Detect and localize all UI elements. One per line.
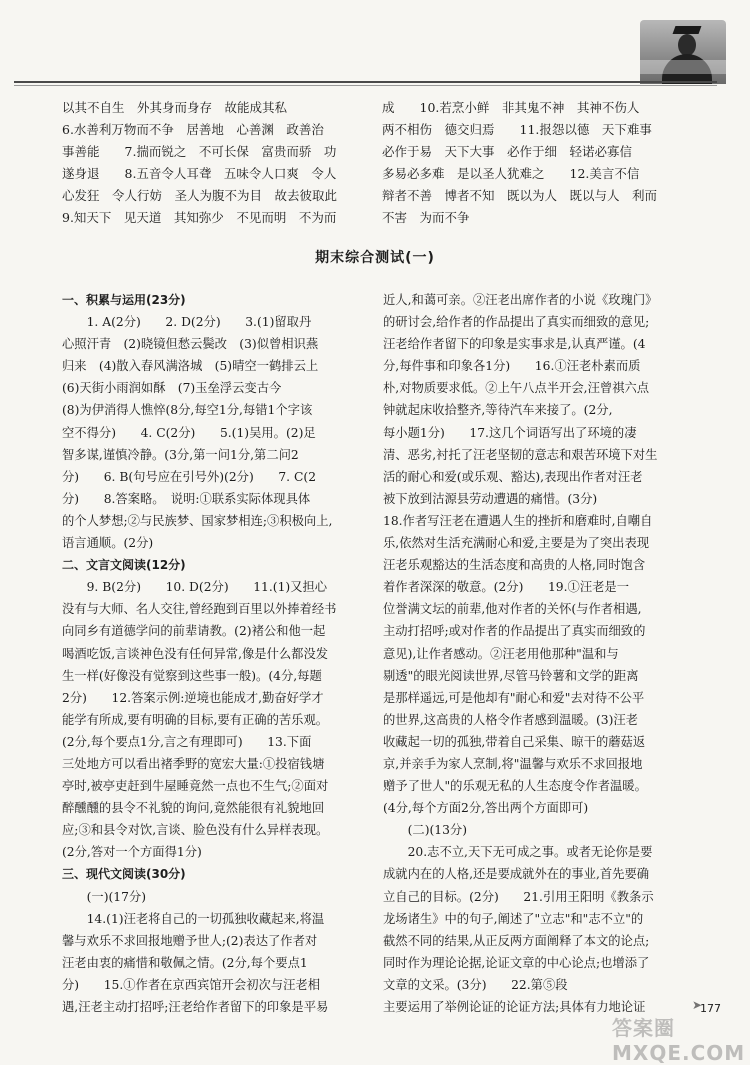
text-line: 剔透"的眼光阅读世界,尽管马铃薯和文学的距离	[383, 668, 639, 683]
text-line: 收藏起一切的孤独,带着自己采集、晾干的蘑菇返	[383, 734, 646, 749]
text-line: 没有与大师、名人交往,曾经跑到百里以外捧着经书	[62, 602, 337, 617]
text-line: 两不相伤 德交归焉 11.报怨以德 天下难事	[382, 122, 652, 137]
text-line: 龙场诸生》中的句子,阐述了"立志"和"志不立"的	[383, 911, 644, 926]
right-answer-column	[383, 289, 715, 1018]
text-line: 汪老乐观豁达的生活态度和高贵的人格,同时饱含	[383, 558, 646, 573]
text-line: 辩者不善 博者不知 既以为人 既以与人 利而	[382, 188, 658, 203]
text-line: 醉醺醺的县令不礼貌的询问,竟然能很有礼貌地回	[62, 801, 325, 816]
text-line: 14.(1)汪老将自己的一切孤独收藏起来,将温	[62, 911, 325, 926]
text-line: 应;③和县令对饮,言谈、脸色没有什么异样表现。	[62, 823, 329, 838]
text-line: 喝酒吃饭,言谈神色没有任何异常,像是什么都没发	[62, 646, 329, 661]
section-heading: 二、文言文阅读(12分)	[62, 558, 186, 573]
page-number: 177	[700, 1002, 721, 1015]
text-line: 9. B(2分) 10. D(2分) 11.(1)又担心	[62, 580, 328, 595]
graduate-head-icon	[678, 34, 696, 56]
text-line: 成就内在的人格,还是要成就外在的事业,首先要确	[383, 867, 650, 882]
text-line: 汪老由衷的痛惜和敬佩之情。(2分,每个要点1	[62, 955, 308, 970]
text-line: 以其不自生 外其身而身存 故能成其私	[62, 100, 288, 115]
text-line: 事善能 7.揣而锐之 不可长保 富贵而骄 功	[62, 144, 337, 159]
text-line: 主动打招呼;或对作者的作品提出了真实而细致的	[383, 624, 646, 639]
text-line: 2分) 12.答案示例:逆境也能成才,勤奋好学才	[62, 690, 324, 705]
text-line: 赠予了世人"的乐观无私的人生态度令作者温暖。	[383, 779, 647, 794]
text-line: 成 10.若烹小鲜 非其鬼不神 其神不伤人	[382, 100, 640, 115]
text-line: 生一样(好像没有觉察到这些事一般)。(4分,每题	[62, 668, 322, 683]
emblem-strip	[640, 60, 726, 74]
top-right-column	[382, 97, 712, 229]
text-line: 钟就起床收拾整齐,等待汽车来接了。(2分,	[383, 403, 613, 418]
text-line: 的研讨会,给作者的作品提出了真实而细致的意见;	[383, 315, 650, 330]
text-line: 清、恶劣,衬托了汪老坚韧的意志和艰苦环境下对生	[383, 447, 658, 462]
section-title: 期末综合测试(一)	[315, 250, 435, 266]
text-line: 汪老给作者留下的印象是实事求是,认真严谨。(4	[383, 337, 646, 352]
text-line: 心照汗青 (2)晓镜但愁云鬓改 (3)似曾相识燕	[62, 337, 319, 352]
text-line: 活的耐心和爱(或乐观、豁达),表现出作者对汪老	[383, 469, 643, 484]
text-line: 9.知天下 见天道 其知弥少 不见而明 不为而	[62, 210, 337, 225]
text-line: 分) 8.答案略。 说明:①联系实际体现具体	[62, 491, 311, 506]
text-line: 的个人梦想;②与民族梦、国家梦相连;③积极向上,	[62, 513, 333, 528]
text-line: 20.志不立,天下无可成之事。或者无论你是要	[383, 845, 653, 860]
text-line: 空不得分) 4. C(2分) 5.(1)吴用。(2)足	[62, 425, 316, 440]
text-line: 亭时,被亭吏赶到牛屋睡竟然一点也不生气;②面对	[62, 779, 329, 794]
text-line: 多易必多难 是以圣人犹难之 12.美言不信	[382, 166, 640, 181]
text-line: 遇,汪老主动打招呼;汪老给作者留下的印象是平易	[62, 1000, 329, 1014]
text-line: 每小题1分) 17.这几个词语写出了环境的凄	[383, 425, 637, 440]
text-line: 近人,和蔼可亲。②汪老出席作者的小说《玫瑰门》	[383, 293, 658, 307]
text-line: 馨与欢乐不求回报地赠予世人;(2)表达了作者对	[62, 933, 318, 948]
text-line: 的世界,这高贵的人格令作者感到温暖。(3)汪老	[383, 712, 638, 727]
text-line: (2分,答对一个方面得1分)	[62, 845, 202, 860]
section-heading: 一、积累与运用(23分)	[62, 293, 186, 307]
text-line: 京,并亲手为家人烹制,将"温馨与欢乐不求回报地	[383, 756, 643, 771]
text-line: 立自己的目标。(2分) 21.引用王阳明《教条示	[383, 889, 654, 904]
text-line: (一)(17分)	[62, 889, 147, 904]
text-line: 1. A(2分) 2. D(2分) 3.(1)留取丹	[62, 315, 312, 330]
text-line: 着作者深深的敬意。(2分) 19.①汪老是一	[383, 580, 630, 595]
text-line: 智多谋,谨慎冷静。(3分,第一问1分,第二问2	[62, 447, 299, 462]
text-line: (二)(13分)	[383, 823, 468, 838]
section-heading: 三、现代文阅读(30分)	[62, 867, 186, 882]
text-line: 文章的文采。(3分) 22.第⑤段	[383, 977, 568, 992]
text-line: 三处地方可以看出褚季野的宽宏大量:①投宿钱塘	[62, 756, 325, 771]
text-line: 向同乡有道德学问的前辈请教。(2)褚公和他一起	[62, 624, 326, 639]
text-line: 语言通顺。(2分)	[62, 536, 154, 551]
header-graduate-emblem	[640, 20, 726, 84]
cursor-arrow-icon: ➤	[692, 998, 704, 1012]
text-line: 遂身退 8.五音令人耳聋 五味令人口爽 令人	[62, 166, 337, 181]
text-line: 必作于易 天下大事 必作于细 轻诺必寡信	[382, 144, 633, 159]
text-line: 同时作为理论论据,论证文章的中心论点;也增添了	[383, 955, 650, 970]
text-line: 6.水善利万物而不争 居善地 心善渊 政善治	[62, 122, 324, 137]
text-line: 被下放到沽源县劳动遭遇的痛惜。(3分)	[383, 491, 598, 506]
text-line: (8)为伊消得人憔悴(8分,每空1分,每错1个字该	[62, 403, 313, 418]
watermark-text: 答案圈 MXQE.COM	[612, 1016, 746, 1065]
text-line: 乐,依然对生活充满耐心和爱,主要是为了突出表现	[383, 536, 650, 551]
header-rule	[14, 81, 717, 83]
text-line: 意见),让作者感动。②汪老用他那种"温和与	[383, 646, 619, 661]
text-line: (2分,每个要点1分,言之有理即可) 13.下面	[62, 734, 312, 749]
text-line: 朴,对物质要求低。②上午八点半开会,汪曾祺六点	[383, 381, 650, 396]
text-line: 主要运用了举例论证的论证方法;具体有力地论证	[383, 1000, 646, 1014]
text-line: 分) 15.①作者在京西宾馆开会初次与汪老相	[62, 977, 320, 992]
text-line: 分,每件事和印象各1分) 16.①汪老朴素而质	[383, 359, 641, 374]
top-left-column	[62, 97, 362, 229]
text-line: 心发狂 令人行妨 圣人为腹不为目 故去彼取此	[62, 188, 338, 203]
text-line: 是那样遥远,可是他却有"耐心和爱"去对待不公平	[383, 690, 645, 705]
text-line: 不害 为而不争	[382, 210, 470, 225]
left-answer-column	[62, 289, 362, 1018]
text-line: 位誉满文坛的前辈,他对作者的关怀(与作者相遇,	[383, 602, 642, 617]
text-line: 归来 (4)散入春风满洛城 (5)晴空一鹤排云上	[62, 359, 319, 374]
text-line: 18.作者写汪老在遭遇人生的挫折和磨难时,自嘲自	[383, 513, 653, 528]
header-rule-thin	[14, 85, 717, 86]
graduation-cap-icon	[673, 26, 702, 34]
text-line: 分) 6. B(句号应在引号外)(2分) 7. C(2	[62, 469, 317, 484]
text-line: (4分,每个方面2分,答出两个方面即可)	[383, 801, 589, 816]
text-line: 截然不同的结果,从正反两方面阐释了本文的论点;	[383, 933, 650, 948]
text-line: (6)天街小雨润如酥 (7)玉垒浮云变古今	[62, 381, 282, 396]
text-line: 能学有所成,要有明确的目标,要有正确的苦乐观。	[62, 712, 329, 727]
